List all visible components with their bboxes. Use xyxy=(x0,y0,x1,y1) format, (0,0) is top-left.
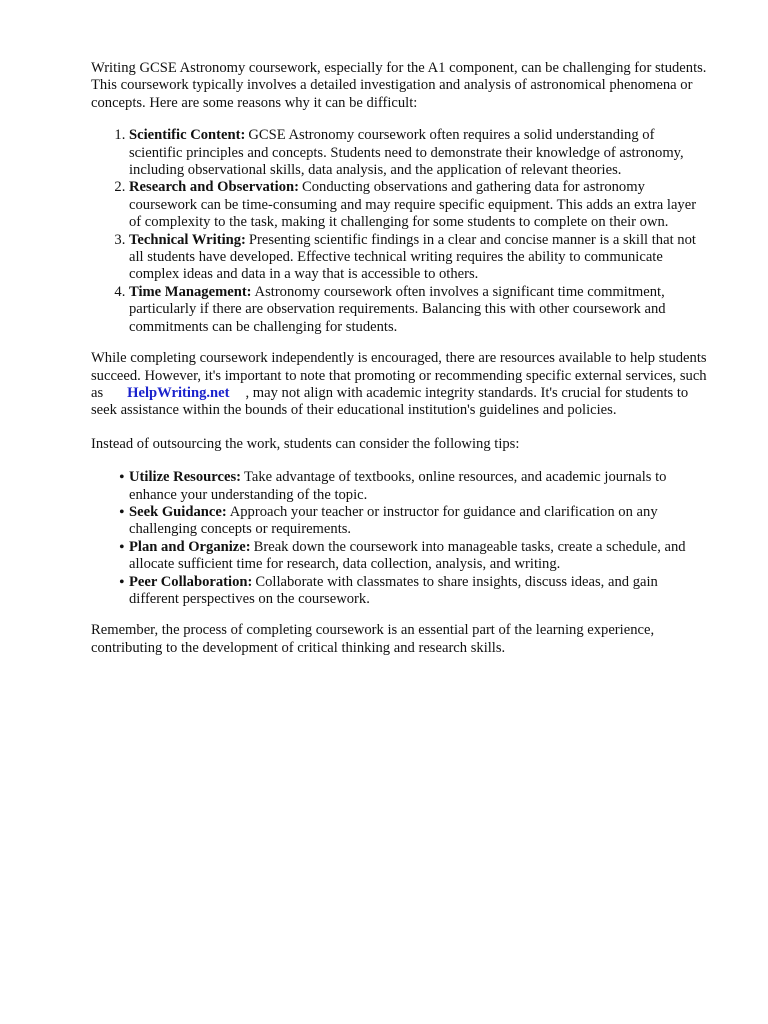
item-title: Technical Writing: xyxy=(129,231,246,248)
resources-paragraph xyxy=(91,350,711,420)
tips-intro: Instead of outsourcing the work, students can consider the following tips: xyxy=(91,435,520,452)
bullet-icon: • xyxy=(119,538,125,556)
item-title: Peer Collaboration: xyxy=(129,573,253,590)
list-item xyxy=(119,503,711,539)
list-item xyxy=(129,232,711,284)
item-text: Take advantage of textbooks, online resources, and academic journals to enhance your understanding of the topic. xyxy=(129,469,667,503)
list-item xyxy=(119,469,711,504)
resources-text-before: While completing coursework independently is encouraged, there are resources available to help students succeed. However, it's important to note that promoting or recommending specific external services, such as xyxy=(91,350,707,401)
bullet-icon: • xyxy=(119,573,125,591)
item-text: Break down the coursework into manageable tasks, create a schedule, and allocate sufficient time for research, data collection, analysis, and writing. xyxy=(129,538,686,573)
list-item xyxy=(119,538,711,574)
helpwriting-link[interactable]: HelpWriting.net xyxy=(127,384,230,401)
list-item xyxy=(129,179,711,231)
reasons-list xyxy=(91,127,711,336)
item-title: Scientific Content: xyxy=(129,127,246,144)
item-title: Utilize Resources: xyxy=(129,469,241,486)
item-text: Approach your teacher or instructor for guidance and clarification on any challenging concepts or requirements. xyxy=(129,503,658,538)
bullet-icon: • xyxy=(119,503,125,521)
resources-text-after: , may not align with academic integrity standards. It's crucial for students to seek assistance within the bounds of their educational institution's guidelines and policies. xyxy=(91,384,689,419)
list-item xyxy=(129,284,711,336)
item-text: Conducting observations and gathering data for astronomy coursework can be time-consuming and may require specific equipment. This adds an extra layer of complexity to the task, making it challenging for some students to complete on their own. xyxy=(129,179,697,231)
item-text: Astronomy coursework often involves a significant time commitment, particularly if there are observation requirements. Balancing this with other coursework and commitments can be challenging for students. xyxy=(129,283,666,335)
bullet-icon: • xyxy=(119,469,125,487)
item-title: Time Management: xyxy=(129,283,252,300)
list-item xyxy=(119,573,711,609)
item-text: Presenting scientific findings in a clear and concise manner is a skill that not all students have developed. Effective technical writing requires the ability to communicate complex ideas and data in a way that is accessible to others. xyxy=(129,231,696,283)
item-title: Research and Observation: xyxy=(129,179,299,196)
item-title: Seek Guidance: xyxy=(129,503,227,520)
tips-list xyxy=(91,469,711,608)
list-item xyxy=(129,127,711,179)
conclusion-paragraph: Remember, the process of completing coursework is an essential part of the learning experience, contributing to the development of critical thinking and research skills. xyxy=(91,622,655,656)
item-title: Plan and Organize: xyxy=(129,538,251,555)
document-page xyxy=(91,60,711,673)
item-text: Collaborate with classmates to share insights, discuss ideas, and gain different perspectives on the coursework. xyxy=(129,573,658,607)
item-text: GCSE Astronomy coursework often requires a solid understanding of scientific principles and concepts. Students need to demonstrate their knowledge of astronomy, including observational skills, data analysis, and the application of relevant theories. xyxy=(129,127,684,179)
intro-paragraph: Writing GCSE Astronomy coursework, especially for the A1 component, can be challenging for students. This coursework typically involves a detailed investigation and analysis of astronomical phenomena or concepts. Here are some reasons why it can be difficult: xyxy=(91,60,707,111)
